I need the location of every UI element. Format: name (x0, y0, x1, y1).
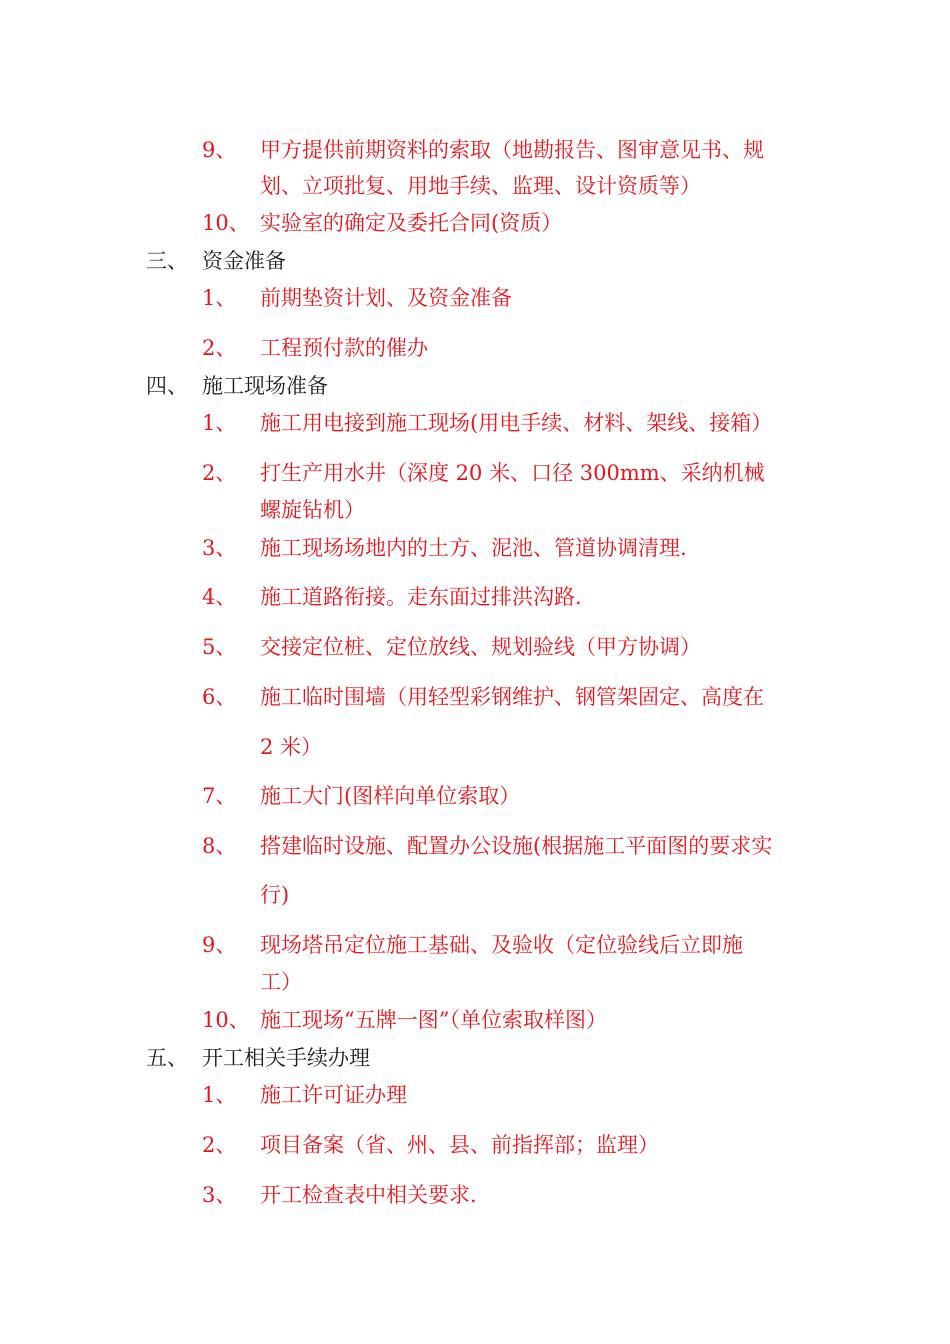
item-number: 10、 (202, 211, 250, 235)
item-text: 螺旋钻机） (260, 498, 365, 522)
section-number: 五、 (146, 1046, 188, 1070)
item-text: 工程预付款的催办 (260, 336, 428, 360)
item-text: 交接定位桩、定位放线、规划验线（甲方协调） (260, 635, 701, 659)
item-text: 2 米） (260, 735, 323, 759)
item-text: 甲方提供前期资料的索取（地勘报告、图审意见书、规 (260, 138, 764, 162)
item-number: 2、 (202, 1133, 237, 1157)
item-number: 2、 (202, 336, 237, 360)
item-number: 8、 (202, 834, 237, 858)
section-number: 三、 (146, 249, 188, 273)
item-number: 10、 (202, 1008, 250, 1032)
section-title: 资金准备 (202, 249, 286, 273)
item-text: 施工现场场地内的土方、泥池、管道协调清理. (260, 536, 687, 560)
item-text: 施工许可证办理 (260, 1083, 407, 1107)
section-title: 开工相关手续办理 (202, 1046, 370, 1070)
item-text: 行) (260, 883, 290, 907)
item-text: 项目备案（省、州、县、前指挥部；监理） (260, 1133, 659, 1157)
item-text: 打生产用水井（深度 20 米、口径 300mm、采纳机械 (260, 461, 765, 485)
section-number: 四、 (146, 374, 188, 398)
item-number: 4、 (202, 585, 237, 609)
item-text: 施工大门(图样向单位索取） (260, 784, 521, 808)
item-text: 施工临时围墙（用轻型彩钢维护、钢管架固定、高度在 (260, 685, 764, 709)
item-text: 划、立项批复、用地手续、监理、设计资质等） (260, 174, 701, 198)
item-number: 6、 (202, 685, 237, 709)
item-text: 开工检查表中相关要求. (260, 1183, 477, 1207)
item-number: 2、 (202, 461, 237, 485)
item-number: 5、 (202, 635, 237, 659)
item-text: 前期垫资计划、及资金准备 (260, 286, 512, 310)
item-number: 9、 (202, 933, 237, 957)
item-number: 1、 (202, 1083, 237, 1107)
item-text: 施工现场“五牌一图”（单位索取样图） (260, 1008, 607, 1032)
item-text: 工） (260, 970, 302, 994)
item-text: 施工道路衔接。走东面过排洪沟路. (260, 585, 582, 609)
item-number: 3、 (202, 1183, 237, 1207)
item-number: 1、 (202, 286, 237, 310)
section-title: 施工现场准备 (202, 374, 328, 398)
item-text: 搭建临时设施、配置办公设施(根据施工平面图的要求实 (260, 834, 773, 858)
item-text: 施工用电接到施工现场(用电手续、材料、架线、接箱） (260, 411, 773, 435)
item-number: 7、 (202, 784, 237, 808)
item-number: 1、 (202, 411, 237, 435)
item-number: 3、 (202, 536, 237, 560)
item-text: 实验室的确定及委托合同(资质） (260, 211, 563, 235)
item-text: 现场塔吊定位施工基础、及验收（定位验线后立即施 (260, 933, 743, 957)
item-number: 9、 (202, 138, 237, 162)
